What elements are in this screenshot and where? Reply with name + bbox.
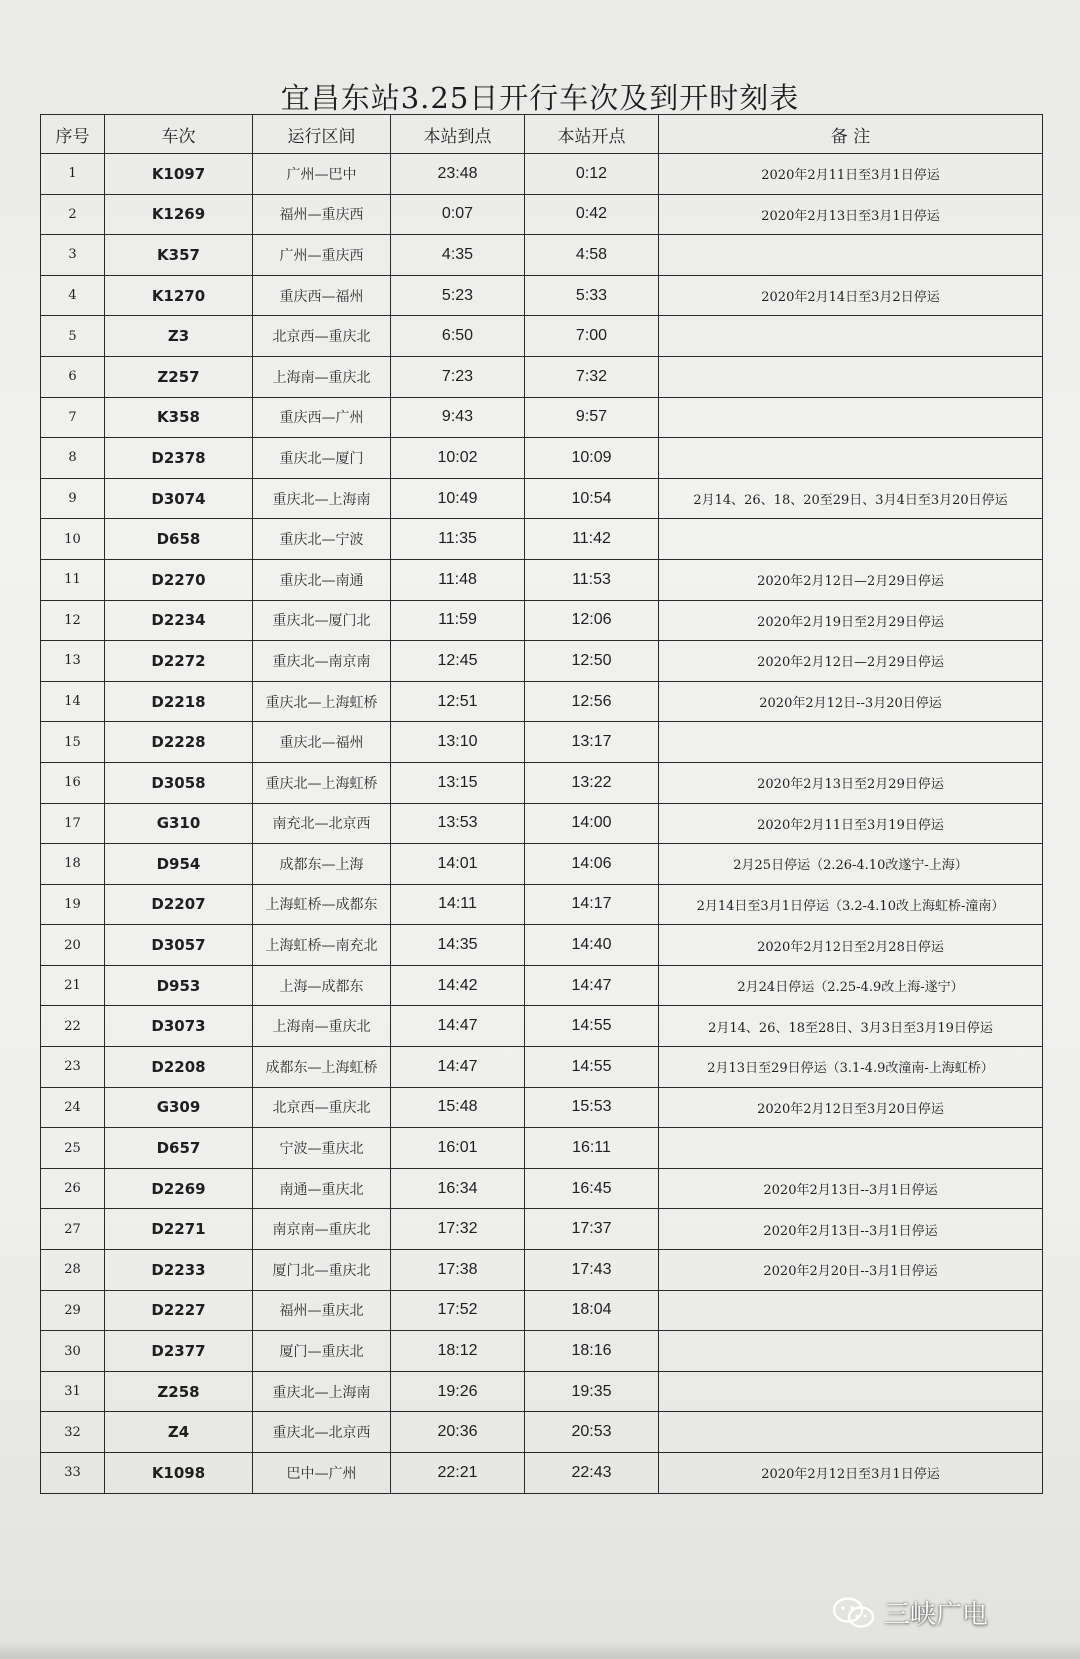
route-cell: 上海虹桥—成都东 — [253, 884, 391, 925]
table-row — [41, 1453, 1043, 1494]
depart-cell: 18:04 — [525, 1290, 659, 1331]
arrive-cell: 13:10 — [391, 722, 525, 763]
train-cell: D2234 — [105, 600, 253, 641]
arrive-cell: 14:01 — [391, 844, 525, 885]
arrive-cell: 23:48 — [391, 154, 525, 195]
table-row — [41, 356, 1043, 397]
depart-cell: 0:12 — [525, 154, 659, 195]
seq-cell: 25 — [41, 1128, 105, 1169]
train-cell: D2207 — [105, 884, 253, 925]
table-row — [41, 316, 1043, 357]
route-cell: 南京南—重庆北 — [253, 1209, 391, 1250]
train-cell: K358 — [105, 397, 253, 438]
note-cell: 2月14、26、18至28日、3月3日至3月19日停运 — [659, 1006, 1043, 1047]
route-cell: 宁波—重庆北 — [253, 1128, 391, 1169]
route-cell: 福州—重庆西 — [253, 194, 391, 235]
note-cell: 2020年2月12日至2月28日停运 — [659, 925, 1043, 966]
table-row — [41, 925, 1043, 966]
depart-cell: 10:54 — [525, 478, 659, 519]
note-cell: 2020年2月12日至3月20日停运 — [659, 1087, 1043, 1128]
route-cell: 重庆北—福州 — [253, 722, 391, 763]
route-cell: 成都东—上海 — [253, 844, 391, 885]
arrive-cell: 0:07 — [391, 194, 525, 235]
depart-cell: 5:33 — [525, 275, 659, 316]
route-cell: 重庆北—北京西 — [253, 1412, 391, 1453]
table-row — [41, 1371, 1043, 1412]
note-cell: 2020年2月13日至3月1日停运 — [659, 194, 1043, 235]
train-cell: D2228 — [105, 722, 253, 763]
note-cell — [659, 1128, 1043, 1169]
note-cell: 2月13日至29日停运（3.1-4.9改潼南-上海虹桥） — [659, 1047, 1043, 1088]
train-cell: D2378 — [105, 438, 253, 479]
table-row — [41, 1250, 1043, 1291]
seq-cell: 11 — [41, 559, 105, 600]
depart-cell: 7:00 — [525, 316, 659, 357]
train-cell: K1270 — [105, 275, 253, 316]
header-arrive: 本站到点 — [391, 115, 525, 154]
route-cell: 重庆北—上海南 — [253, 1371, 391, 1412]
route-cell: 北京西—重庆北 — [253, 1087, 391, 1128]
note-cell: 2020年2月12日至3月1日停运 — [659, 1453, 1043, 1494]
table-row — [41, 1047, 1043, 1088]
train-cell: Z257 — [105, 356, 253, 397]
arrive-cell: 7:23 — [391, 356, 525, 397]
arrive-cell: 14:47 — [391, 1006, 525, 1047]
seq-cell: 18 — [41, 844, 105, 885]
note-cell — [659, 1290, 1043, 1331]
seq-cell: 31 — [41, 1371, 105, 1412]
table-row — [41, 762, 1043, 803]
note-cell: 2020年2月13日--3月1日停运 — [659, 1168, 1043, 1209]
table-row — [41, 438, 1043, 479]
seq-cell: 29 — [41, 1290, 105, 1331]
table-row — [41, 722, 1043, 763]
arrive-cell: 18:12 — [391, 1331, 525, 1372]
arrive-cell: 12:45 — [391, 641, 525, 682]
route-cell: 重庆西—广州 — [253, 397, 391, 438]
seq-cell: 16 — [41, 762, 105, 803]
train-cell: D3058 — [105, 762, 253, 803]
depart-cell: 14:47 — [525, 965, 659, 1006]
route-cell: 重庆北—厦门 — [253, 438, 391, 479]
wechat-icon — [832, 1596, 876, 1630]
depart-cell: 19:35 — [525, 1371, 659, 1412]
arrive-cell: 15:48 — [391, 1087, 525, 1128]
seq-cell: 13 — [41, 641, 105, 682]
table-row — [41, 559, 1043, 600]
arrive-cell: 14:11 — [391, 884, 525, 925]
note-cell — [659, 356, 1043, 397]
route-cell: 重庆北—厦门北 — [253, 600, 391, 641]
depart-cell: 16:45 — [525, 1168, 659, 1209]
route-cell: 重庆西—福州 — [253, 275, 391, 316]
page-shadow — [0, 1641, 1080, 1659]
note-cell: 2020年2月13日--3月1日停运 — [659, 1209, 1043, 1250]
note-cell: 2020年2月12日—2月29日停运 — [659, 641, 1043, 682]
depart-cell: 15:53 — [525, 1087, 659, 1128]
table-row — [41, 1168, 1043, 1209]
arrive-cell: 4:35 — [391, 235, 525, 276]
note-cell: 2020年2月12日--3月20日停运 — [659, 681, 1043, 722]
arrive-cell: 10:02 — [391, 438, 525, 479]
train-cell: D953 — [105, 965, 253, 1006]
table-row — [41, 397, 1043, 438]
depart-cell: 17:37 — [525, 1209, 659, 1250]
train-cell: K1098 — [105, 1453, 253, 1494]
header-depart: 本站开点 — [525, 115, 659, 154]
route-cell: 重庆北—上海虹桥 — [253, 762, 391, 803]
train-cell: D3057 — [105, 925, 253, 966]
arrive-cell: 14:47 — [391, 1047, 525, 1088]
note-cell — [659, 438, 1043, 479]
route-cell: 重庆北—南京南 — [253, 641, 391, 682]
arrive-cell: 9:43 — [391, 397, 525, 438]
arrive-cell: 11:35 — [391, 519, 525, 560]
depart-cell: 11:42 — [525, 519, 659, 560]
table-row — [41, 803, 1043, 844]
route-cell: 成都东—上海虹桥 — [253, 1047, 391, 1088]
note-cell — [659, 316, 1043, 357]
note-cell — [659, 519, 1043, 560]
table-row — [41, 275, 1043, 316]
note-cell — [659, 1331, 1043, 1372]
route-cell: 北京西—重庆北 — [253, 316, 391, 357]
table-row — [41, 600, 1043, 641]
route-cell: 重庆北—南通 — [253, 559, 391, 600]
note-cell: 2020年2月11日至3月1日停运 — [659, 154, 1043, 195]
header-note: 备 注 — [659, 115, 1043, 154]
arrive-cell: 19:26 — [391, 1371, 525, 1412]
arrive-cell: 22:21 — [391, 1453, 525, 1494]
note-cell — [659, 397, 1043, 438]
seq-cell: 10 — [41, 519, 105, 560]
seq-cell: 12 — [41, 600, 105, 641]
arrive-cell: 17:38 — [391, 1250, 525, 1291]
table-row — [41, 1290, 1043, 1331]
table-row — [41, 884, 1043, 925]
header-seq: 序号 — [41, 115, 105, 154]
table-row — [41, 478, 1043, 519]
depart-cell: 14:06 — [525, 844, 659, 885]
train-cell: D2208 — [105, 1047, 253, 1088]
arrive-cell: 12:51 — [391, 681, 525, 722]
timetable-body — [41, 154, 1043, 1494]
note-cell: 2020年2月13日至2月29日停运 — [659, 762, 1043, 803]
arrive-cell: 5:23 — [391, 275, 525, 316]
seq-cell: 30 — [41, 1331, 105, 1372]
train-cell: D3073 — [105, 1006, 253, 1047]
arrive-cell: 17:32 — [391, 1209, 525, 1250]
seq-cell: 33 — [41, 1453, 105, 1494]
seq-cell: 14 — [41, 681, 105, 722]
arrive-cell: 16:34 — [391, 1168, 525, 1209]
train-cell: D2272 — [105, 641, 253, 682]
seq-cell: 23 — [41, 1047, 105, 1088]
seq-cell: 22 — [41, 1006, 105, 1047]
route-cell: 巴中—广州 — [253, 1453, 391, 1494]
seq-cell: 7 — [41, 397, 105, 438]
seq-cell: 27 — [41, 1209, 105, 1250]
note-cell: 2月25日停运（2.26-4.10改遂宁-上海） — [659, 844, 1043, 885]
depart-cell: 22:43 — [525, 1453, 659, 1494]
route-cell: 厦门—重庆北 — [253, 1331, 391, 1372]
timetable — [40, 114, 1043, 1494]
seq-cell: 17 — [41, 803, 105, 844]
seq-cell: 32 — [41, 1412, 105, 1453]
arrive-cell: 17:52 — [391, 1290, 525, 1331]
seq-cell: 5 — [41, 316, 105, 357]
depart-cell: 14:00 — [525, 803, 659, 844]
note-cell: 2020年2月20日--3月1日停运 — [659, 1250, 1043, 1291]
train-cell: D658 — [105, 519, 253, 560]
train-cell: K1269 — [105, 194, 253, 235]
train-cell: K357 — [105, 235, 253, 276]
route-cell: 福州—重庆北 — [253, 1290, 391, 1331]
note-cell: 2月14、26、18、20至29日、3月4日至3月20日停运 — [659, 478, 1043, 519]
arrive-cell: 14:42 — [391, 965, 525, 1006]
watermark — [832, 1594, 988, 1631]
table-row — [41, 519, 1043, 560]
train-cell: D2218 — [105, 681, 253, 722]
table-row — [41, 844, 1043, 885]
table-row — [41, 1006, 1043, 1047]
train-cell: D954 — [105, 844, 253, 885]
train-cell: G309 — [105, 1087, 253, 1128]
table-row — [41, 1331, 1043, 1372]
note-cell — [659, 722, 1043, 763]
table-row — [41, 1128, 1043, 1169]
watermark-text: 三峡广电 — [883, 1600, 988, 1630]
seq-cell: 2 — [41, 194, 105, 235]
depart-cell: 12:06 — [525, 600, 659, 641]
route-cell: 厦门北—重庆北 — [253, 1250, 391, 1291]
train-cell: D2227 — [105, 1290, 253, 1331]
arrive-cell: 20:36 — [391, 1412, 525, 1453]
train-cell: D2233 — [105, 1250, 253, 1291]
arrive-cell: 16:01 — [391, 1128, 525, 1169]
depart-cell: 17:43 — [525, 1250, 659, 1291]
depart-cell: 11:53 — [525, 559, 659, 600]
arrive-cell: 13:15 — [391, 762, 525, 803]
route-cell: 重庆北—上海南 — [253, 478, 391, 519]
table-row — [41, 1412, 1043, 1453]
seq-cell: 4 — [41, 275, 105, 316]
note-cell: 2020年2月14日至3月2日停运 — [659, 275, 1043, 316]
seq-cell: 24 — [41, 1087, 105, 1128]
route-cell: 南通—重庆北 — [253, 1168, 391, 1209]
table-row — [41, 1087, 1043, 1128]
depart-cell: 13:17 — [525, 722, 659, 763]
train-cell: Z4 — [105, 1412, 253, 1453]
note-cell: 2020年2月19日至2月29日停运 — [659, 600, 1043, 641]
header-route: 运行区间 — [253, 115, 391, 154]
note-cell: 2月14日至3月1日停运（3.2-4.10改上海虹桥-潼南） — [659, 884, 1043, 925]
route-cell: 南充北—北京西 — [253, 803, 391, 844]
table-row — [41, 154, 1043, 195]
seq-cell: 9 — [41, 478, 105, 519]
train-cell: Z3 — [105, 316, 253, 357]
table-row — [41, 641, 1043, 682]
route-cell: 重庆北—上海虹桥 — [253, 681, 391, 722]
train-cell: D2269 — [105, 1168, 253, 1209]
seq-cell: 8 — [41, 438, 105, 479]
seq-cell: 3 — [41, 235, 105, 276]
route-cell: 广州—重庆西 — [253, 235, 391, 276]
depart-cell: 12:56 — [525, 681, 659, 722]
depart-cell: 14:55 — [525, 1047, 659, 1088]
note-cell: 2月24日停运（2.25-4.9改上海-遂宁） — [659, 965, 1043, 1006]
header-train: 车次 — [105, 115, 253, 154]
route-cell: 重庆北—宁波 — [253, 519, 391, 560]
route-cell: 上海南—重庆北 — [253, 1006, 391, 1047]
arrive-cell: 11:48 — [391, 559, 525, 600]
table-header-row — [41, 115, 1043, 154]
seq-cell: 15 — [41, 722, 105, 763]
depart-cell: 14:55 — [525, 1006, 659, 1047]
table-row — [41, 965, 1043, 1006]
train-cell: D2271 — [105, 1209, 253, 1250]
arrive-cell: 13:53 — [391, 803, 525, 844]
table-row — [41, 1209, 1043, 1250]
seq-cell: 20 — [41, 925, 105, 966]
depart-cell: 14:17 — [525, 884, 659, 925]
depart-cell: 9:57 — [525, 397, 659, 438]
note-cell — [659, 235, 1043, 276]
depart-cell: 20:53 — [525, 1412, 659, 1453]
note-cell: 2020年2月12日—2月29日停运 — [659, 559, 1043, 600]
train-cell: Z258 — [105, 1371, 253, 1412]
route-cell: 广州—巴中 — [253, 154, 391, 195]
depart-cell: 13:22 — [525, 762, 659, 803]
arrive-cell: 6:50 — [391, 316, 525, 357]
note-cell — [659, 1371, 1043, 1412]
route-cell: 上海—成都东 — [253, 965, 391, 1006]
train-cell: D2377 — [105, 1331, 253, 1372]
train-cell: G310 — [105, 803, 253, 844]
depart-cell: 14:40 — [525, 925, 659, 966]
route-cell: 上海虹桥—南充北 — [253, 925, 391, 966]
train-cell: K1097 — [105, 154, 253, 195]
train-cell: D657 — [105, 1128, 253, 1169]
train-cell: D3074 — [105, 478, 253, 519]
table-row — [41, 194, 1043, 235]
depart-cell: 16:11 — [525, 1128, 659, 1169]
table-row — [41, 235, 1043, 276]
arrive-cell: 11:59 — [391, 600, 525, 641]
seq-cell: 26 — [41, 1168, 105, 1209]
seq-cell: 1 — [41, 154, 105, 195]
note-cell — [659, 1412, 1043, 1453]
table-row — [41, 681, 1043, 722]
arrive-cell: 10:49 — [391, 478, 525, 519]
seq-cell: 19 — [41, 884, 105, 925]
note-cell: 2020年2月11日至3月19日停运 — [659, 803, 1043, 844]
document-title: 宜昌东站3.25日开行车次及到开时刻表 — [280, 81, 800, 115]
route-cell: 上海南—重庆北 — [253, 356, 391, 397]
depart-cell: 7:32 — [525, 356, 659, 397]
arrive-cell: 14:35 — [391, 925, 525, 966]
depart-cell: 10:09 — [525, 438, 659, 479]
seq-cell: 6 — [41, 356, 105, 397]
seq-cell: 28 — [41, 1250, 105, 1291]
train-cell: D2270 — [105, 559, 253, 600]
depart-cell: 12:50 — [525, 641, 659, 682]
depart-cell: 18:16 — [525, 1331, 659, 1372]
depart-cell: 0:42 — [525, 194, 659, 235]
seq-cell: 21 — [41, 965, 105, 1006]
depart-cell: 4:58 — [525, 235, 659, 276]
